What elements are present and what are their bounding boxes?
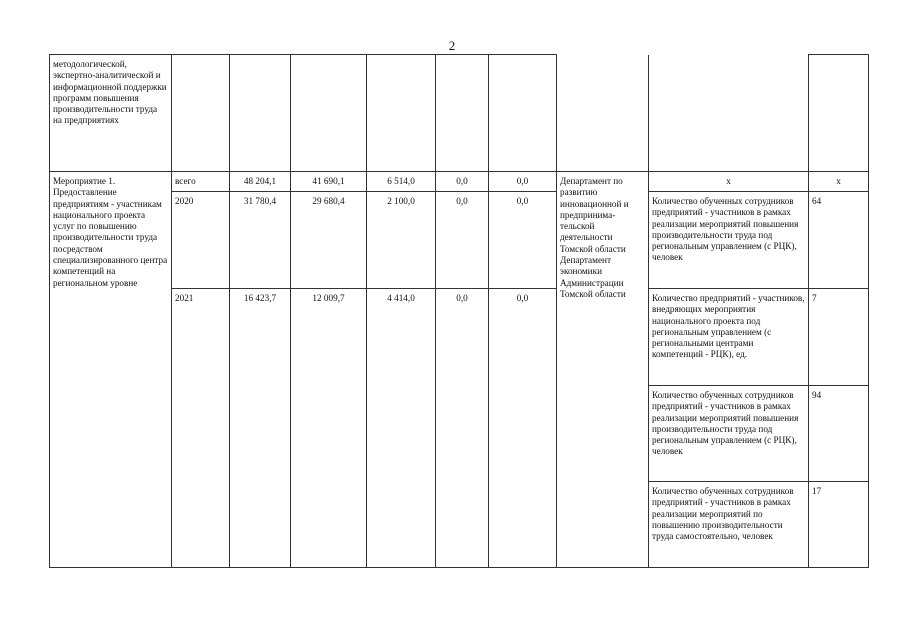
empty-cell bbox=[649, 55, 809, 172]
period-cell: всего bbox=[172, 172, 230, 192]
indicator-value-cell: 94 bbox=[809, 386, 869, 482]
executors-text: Департамент по развитию инновационной и предпринима-тельской деятельности Томской области Департамент экономики Администрации Томской области bbox=[560, 176, 629, 299]
extra-budget-amount-cell: 0,0 bbox=[489, 192, 557, 289]
regional-amount-cell: 6 514,0 bbox=[367, 172, 436, 192]
extra-budget-amount-cell: 0,0 bbox=[489, 172, 557, 192]
indicator-cell: Количество обученных сотрудников предприятий - участников в рамках реализации мероприятий по повышению производительности труда самостоятельно, человек bbox=[649, 482, 809, 568]
total-amount-cell: 48 204,1 bbox=[230, 172, 291, 192]
empty-cell bbox=[291, 55, 367, 172]
table-row-total bbox=[50, 172, 869, 192]
empty-cell bbox=[436, 55, 489, 172]
local-amount-cell: 0,0 bbox=[436, 289, 489, 568]
federal-amount-cell: 41 690,1 bbox=[291, 172, 367, 192]
empty-cell bbox=[557, 55, 649, 172]
federal-amount-cell: 29 680,4 bbox=[291, 192, 367, 289]
table-row-continuation bbox=[50, 55, 869, 172]
table-row-2021 bbox=[50, 289, 869, 386]
empty-cell bbox=[489, 55, 557, 172]
total-amount-cell: 16 423,7 bbox=[230, 289, 291, 568]
continuation-text-cell bbox=[50, 55, 172, 172]
indicator-cell: Количество предприятий - участников, внедряющих мероприятия национального проекта под региональным управлением (с региональными центрами компетенций - РЦК), ед. bbox=[649, 289, 809, 386]
indicator-cell: Количество обученных сотрудников предприятий - участников в рамках реализации мероприятий повышения производительности труда под региональным управлением (с РЦК), человек bbox=[649, 192, 809, 289]
empty-cell bbox=[367, 55, 436, 172]
extra-budget-amount-cell: 0,0 bbox=[489, 289, 557, 568]
indicator-cell: х bbox=[649, 172, 809, 192]
period-cell: 2021 bbox=[172, 289, 230, 568]
table-row-2020 bbox=[50, 192, 869, 289]
indicator-value-cell: 17 bbox=[809, 482, 869, 568]
measure-title-cell bbox=[50, 172, 172, 568]
page-number: 2 bbox=[448, 38, 456, 53]
measure-title: Мероприятие 1. Предоставление предприятиям - участникам национального проекта услуг по повышению производительности труда посредством специализированного центра компетенций на региональном уровне bbox=[53, 176, 168, 288]
indicator-value-cell: 7 bbox=[809, 289, 869, 386]
indicator-value-cell: х bbox=[809, 172, 869, 192]
local-amount-cell: 0,0 bbox=[436, 172, 489, 192]
indicator-cell: Количество обученных сотрудников предприятий - участников в рамках реализации мероприятий повышения производительности труда под региональным управлением (с РЦК), человек bbox=[649, 386, 809, 482]
empty-cell bbox=[230, 55, 291, 172]
continuation-text: методологической, экспертно-аналитической и информационной поддержки программ повышения производительности труда на предприятиях bbox=[53, 59, 167, 126]
regional-amount-cell: 2 100,0 bbox=[367, 192, 436, 289]
indicator-value-cell: 64 bbox=[809, 192, 869, 289]
empty-cell bbox=[172, 55, 230, 172]
empty-cell bbox=[809, 55, 869, 172]
total-amount-cell: 31 780,4 bbox=[230, 192, 291, 289]
executors-cell bbox=[557, 172, 649, 568]
regional-amount-cell: 4 414,0 bbox=[367, 289, 436, 568]
program-measures-table bbox=[49, 54, 869, 568]
local-amount-cell: 0,0 bbox=[436, 192, 489, 289]
federal-amount-cell: 12 009,7 bbox=[291, 289, 367, 568]
period-cell: 2020 bbox=[172, 192, 230, 289]
